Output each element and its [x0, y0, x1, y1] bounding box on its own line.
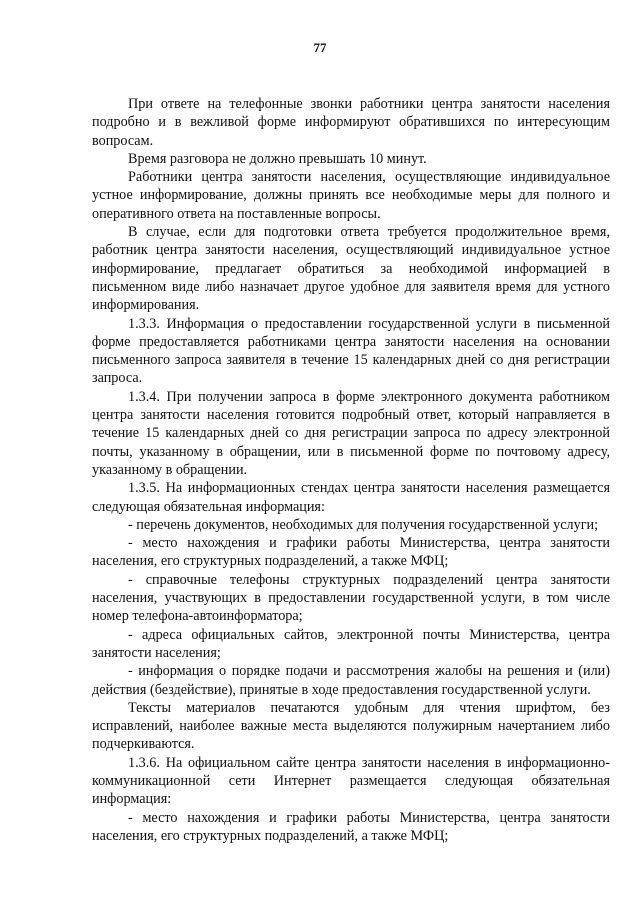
paragraph: 1.3.4. При получении запроса в форме электронного документа работником центра занятости населения готовится подробный ответ, который направляется в течение 15 календарных дней со дня регистрации запроса по адресу электронной почты, указанному в обращении, или в письменной форме по почтовому адресу, указанному в обращении. — [92, 388, 610, 478]
list-item: - информация о порядке подачи и рассмотрения жалобы на решения и (или) действия (бездействие), принятые в ходе предоставления государственной услуги. — [92, 663, 610, 698]
paragraph: 1.3.3. Информация о предоставлении государственной услуги в письменной форме предоставляется работниками центра занятости населения на основании письменного запроса заявителя в течение 15 календарных дней со дня регистрации запроса. — [92, 315, 610, 387]
paragraph: При ответе на телефонные звонки работники центра занятости населения подробно и в вежливой форме информируют обратившихся по интересующим вопросам. — [92, 96, 610, 149]
list-item: - адреса официальных сайтов, электронной почты Министерства, центра занятости населения; — [92, 626, 610, 661]
list-item: - место нахождения и графики работы Министерства, центра занятости населения, его структурных подразделений, а также МФЦ; — [92, 809, 610, 844]
paragraph: 1.3.5. На информационных стендах центра занятости населения размещается следующая обязательная информация: — [92, 480, 610, 515]
list-item: - справочные телефоны структурных подразделений центра занятости населения, участвующих в предоставлении государственной услуги, в том числе номер телефона-автоинформатора; — [92, 571, 610, 625]
paragraph: 1.3.6. На официальном сайте центра занятости населения в информационно-коммуникационной сети Интернет размещается следующая обязательная информация: — [92, 754, 610, 808]
paragraph: Время разговора не должно превышать 10 минут. — [128, 150, 427, 167]
list-item: - перечень документов, необходимых для получения государственной услуги; — [128, 516, 599, 533]
paragraph: В случае, если для подготовки ответа требуется продолжительное время, работник центра занятости населения, осуществляющий индивидуальное устное информирование, предлагает обратиться за необходимой информацией в письменном виде либо назначает другое удобное для заявителя время для устного информирования. — [92, 224, 610, 314]
paragraph: Работники центра занятости населения, осуществляющие индивидуальное устное информирование, должны принять все необходимые меры для полного и оперативного ответа на поставленные вопросы. — [92, 169, 610, 222]
list-item: - место нахождения и графики работы Министерства, центра занятости населения, его структурных подразделений, а также МФЦ; — [92, 535, 610, 570]
paragraph: Тексты материалов печатаются удобным для чтения шрифтом, без исправлений, наиболее важные места выделяются полужирным начертанием либо подчеркиваются. — [92, 699, 610, 753]
document-body — [92, 95, 610, 845]
page-number: 77 — [313, 40, 327, 55]
